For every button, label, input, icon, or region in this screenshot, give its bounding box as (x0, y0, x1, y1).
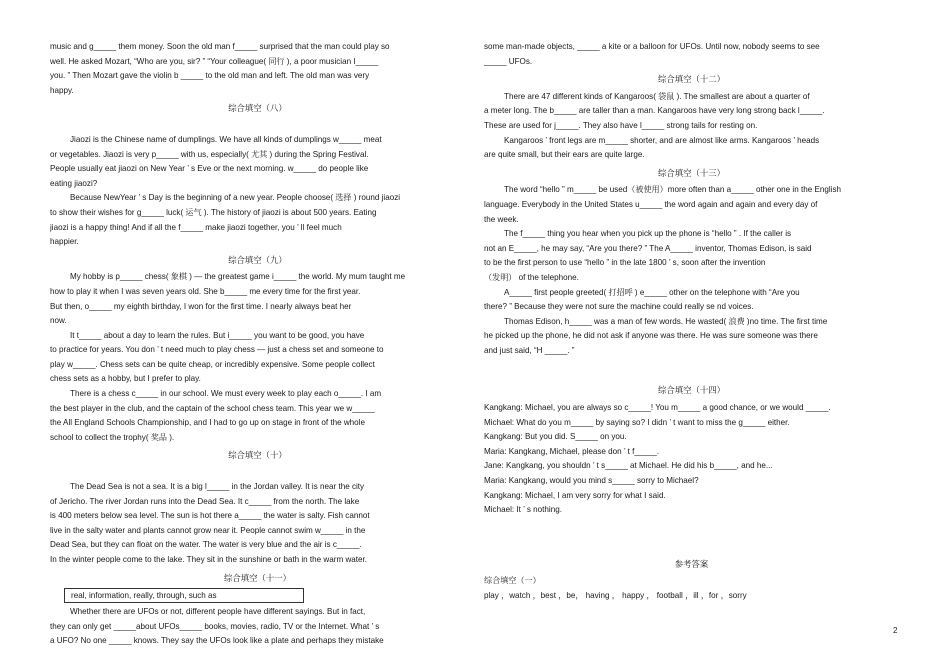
text-line: to show their wishes for g_____ luck( 运气 ). The history of jiaozi is about 500 years. Eating (50, 207, 377, 217)
text-line: how to play it when I was seven years old. She b_____ me every time for the first year. (50, 286, 361, 296)
text-line: Jane: Kangkang, you shouldn ’ t s_____ at Michael. He did his b_____, and he... (484, 461, 773, 471)
text-line: Dead Sea, but they can float on the water. The water is very blue and the air is c_____. (50, 540, 362, 550)
text-line: play ，watch ，best ，be， having ， happy ， football ，ill ，for ，sorry (484, 591, 747, 600)
text-line: the All England Schools Championship, and I had to go up on stage in front of the whole (50, 418, 365, 428)
text-line: Kangkang: Michael, you are always so c_____! You m_____ a good chance, or we would _____. (484, 403, 831, 413)
section-title: 参考答案 (674, 558, 709, 569)
text-line: well. He asked Mozart, “Who are you, sir? ” “Your colleague( 同行 ), a poor musician I_____ (50, 56, 379, 66)
text-line: chess sets as a hobby, but I prefer to play. (50, 374, 201, 384)
paragraph-line: The word “hello ” m_____ be used（被使用）more often than a_____ other one in the English (504, 185, 841, 195)
section-title: 综合填空（八） (228, 103, 287, 114)
paragraph-line: The Dead Sea is not a sea. It is a big l_____ in the Jordan valley. It is near the city (70, 482, 365, 492)
text-line: live in the salty water and plants cannot grow near it. People cannot swim w_____ in the (50, 525, 366, 535)
text-line: People usually eat jiaozi on New Year ’ s Eve or the next morning. w_____ do people like (50, 164, 369, 174)
text-line: Maria: Kangkang, Michael, please don ’ t f_____. (484, 446, 660, 456)
text-line: language. Everybody in the United States u_____ the word again and again and every day of (484, 199, 818, 209)
paragraph-line: Thomas Edison, h_____ was a man of few words. He wasted( 浪费 )no time. The first time (504, 316, 828, 326)
text-line: eating jiaozi? (50, 178, 98, 188)
paragraph-line: The f_____ thing you hear when you pick up the phone is “hello ” . If the caller is (504, 229, 792, 239)
paragraph-line: Because NewYear ’ s Day is the beginning of a new year. People choose( 选择 ) round jiaozi (70, 193, 401, 203)
paragraph-line: Whether there are UFOs or not, different people have different sayings. But in fact, (70, 607, 366, 617)
text-line: of Jericho. The river Jordan runs into the Dead Sea. It c_____ from the north. The lake (50, 496, 360, 506)
text-line: _____ UFOs. (484, 56, 533, 66)
spacer (484, 518, 899, 540)
text-line: happy. (50, 85, 74, 95)
section-title: 综合填空（十三） (658, 167, 725, 178)
spacer (50, 119, 465, 133)
section-title: 综合填空（九） (228, 254, 287, 265)
text-line: school to collect the trophy( 奖品 ). (50, 432, 175, 442)
paragraph-line: There are 47 different kinds of Kangaroos( 袋鼠 ). The smallest are about a quarter of (504, 91, 810, 101)
text-line: to practice for years. You don ’ t need much to play chess — just a chess set and someone to (50, 345, 384, 355)
text-line: Michael: It ’ s nothing. (484, 505, 562, 515)
section-title: 综合填空（十） (228, 450, 287, 461)
text-line: are quite small, but their ears are quite large. (484, 150, 645, 160)
text-line: now. (50, 316, 67, 326)
text-line: Kangkang: Michael, I am very sorry for what I said. (484, 490, 666, 500)
text-line: and just said, “H _____. ” (484, 345, 575, 355)
left-column (50, 40, 465, 649)
text-line: the week. (484, 214, 519, 224)
text-line: a UFO? No one _____ knows. They say the UFOs look like a plate and perhaps they mistake (50, 636, 384, 646)
paragraph-line: It t_____ about a day to learn the rules. But i_____ you want to be good, you have (70, 330, 365, 340)
word-bank-box: real, information, really, through, such as (64, 588, 304, 603)
text-line: there? ” Because they were not sure the machine could really se nd voices. (484, 302, 754, 312)
paragraph-line: A_____ first people greeted( 打招呼 ) e_____ other on the telephone with “Are you (504, 287, 800, 297)
text-line: In the winter people come to the lake. They sit in the sunshine or bath in the warm water. (50, 555, 368, 564)
paragraph-line: My hobby is p_____ chess( 象棋 ) — the greatest game i_____ the world. My mum taught me (70, 272, 406, 282)
text-line: music and g_____ them money. Soon the old man f_____ surprised that the man could play so (50, 42, 390, 51)
text-line: Maria: Kangkang, would you mind s_____ sorry to Michael? (484, 476, 699, 486)
text-line: they can only get _____about UFOs_____ books, movies, radio, TV or the Internet. What ’ s (50, 621, 380, 631)
text-line: you. ” Then Mozart gave the violin b _____ to the old man and left. The old man was very (50, 71, 370, 81)
text-line: Kangkang: But you did. S_____ on you. (484, 432, 627, 442)
text-line: is 400 meters below sea level. The sun is hot there a_____ the water is salty. Fish cannot (50, 511, 370, 521)
text-line: jiaozi is a happy thing! And if all the f_____ make jiaozi together, you ’ ll feel much (50, 222, 342, 232)
right-column (484, 40, 899, 604)
text-line: happier. (50, 237, 79, 247)
text-line: play w_____. Chess sets can be quite cheap, or incredibly expensive. Some people collect (50, 359, 375, 369)
text-line: or vegetables. Jiaozi is very p_____ with us, especially( 尤其 ) during the Spring Festival. (50, 149, 369, 159)
text-line: Michael: What do you m_____ by saying so? I didn ’ t want to miss the g_____ either. (484, 417, 790, 427)
text-line: the best player in the club, and the captain of the school chess team. This year we w_____ (50, 403, 375, 413)
paragraph-line: There is a chess c_____ in our school. We must every week to play each o_____. I am (70, 389, 382, 399)
text-line: not an E_____, he may say, “Are you there? ” The A_____ inventor, Thomas Edison, is said (484, 243, 812, 253)
paragraph-line: Kangaroos ’ front legs are m_____ shorter, and are almost like arms. Kangaroos ’ heads (504, 135, 820, 145)
section-title: 综合填空（十二） (658, 74, 725, 85)
text-line: to be the first person to use “hello ” in the late 1800 ’ s, soon after the invention (484, 258, 766, 268)
section-title: 综合填空（十四） (658, 385, 725, 396)
paragraph-line: Jiaozi is the Chinese name of dumplings. We have all kinds of dumplings w_____ meat (70, 134, 382, 144)
text-line: But then, o_____ my eighth birthday, I won for the first time. I nearly always beat her (50, 301, 352, 311)
text-line: some man-made objects, _____ a kite or a balloon for UFOs. Until now, nobody seems to see (484, 42, 820, 51)
spacer (484, 358, 899, 380)
text-line: he picked up the phone, he did not ask if anyone was there. He was sure someone was there (484, 331, 818, 341)
page-number: 2 (893, 626, 898, 635)
spacer (50, 466, 465, 480)
text-line: （发明） of the telephone. (484, 272, 579, 282)
text-line: a meter long. The b_____ are taller than a man. Kangaroos have very long strong back l_____. (484, 106, 825, 116)
text-line: These are used for j_____. They also have l_____ strong tails for resting on. (484, 120, 758, 130)
spacer (484, 540, 899, 554)
text-line: 综合填空（一） (484, 576, 541, 586)
section-title: 综合填空（十一） (224, 572, 291, 583)
